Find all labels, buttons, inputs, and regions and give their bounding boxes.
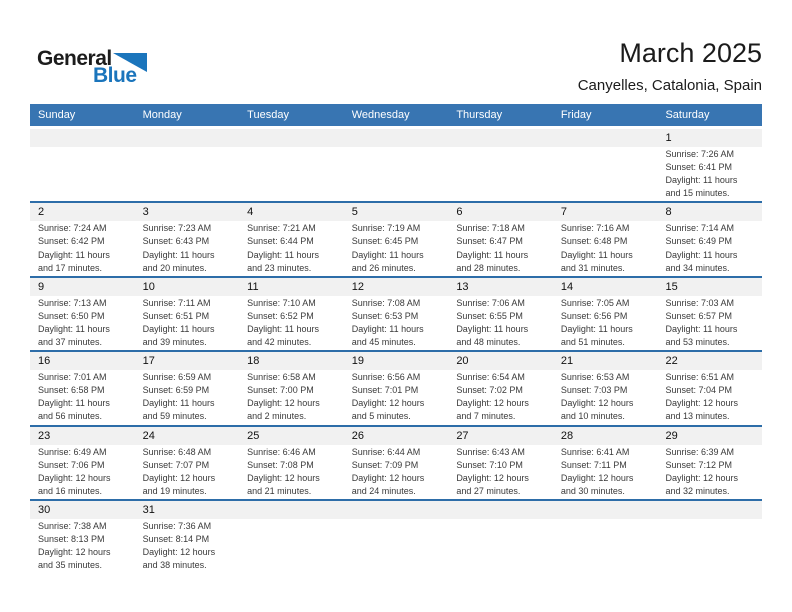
day-info-line: and 2 minutes. <box>247 411 307 422</box>
day-number-28: 28 <box>560 429 574 442</box>
weekday-header-wednesday: Wednesday <box>351 109 410 121</box>
day-info-line: and 30 minutes. <box>560 485 625 496</box>
empty-day-cell <box>239 148 344 200</box>
day-info-line: Daylight: 12 hours <box>665 472 739 483</box>
day-details-row <box>30 519 762 573</box>
day-cell-1 <box>657 148 762 200</box>
day-cell-7 <box>553 222 658 274</box>
day-cell-6 <box>448 222 553 274</box>
page-title: March 2025 <box>619 38 762 68</box>
day-cell-17 <box>135 371 240 423</box>
day-number-22: 22 <box>665 355 678 368</box>
day-info-line: Sunrise: 7:19 AM <box>351 223 421 234</box>
general-blue-logo <box>37 48 167 98</box>
day-number-strip <box>30 129 762 147</box>
logo-text-general: General <box>37 47 112 70</box>
day-details-row <box>30 370 762 424</box>
day-info-line: Daylight: 12 hours <box>351 472 425 483</box>
day-info-line: Sunset: 7:03 PM <box>560 385 628 396</box>
day-cell-24 <box>135 446 240 498</box>
day-info-line: and 38 minutes. <box>142 560 207 571</box>
day-number-12: 12 <box>351 280 364 293</box>
day-info-line: and 13 minutes. <box>665 411 730 422</box>
day-info-line: and 16 minutes. <box>38 485 103 496</box>
day-info-line: and 17 minutes. <box>38 262 103 273</box>
day-info-line: Daylight: 11 hours <box>142 398 215 409</box>
day-info-line: and 10 minutes. <box>560 411 625 422</box>
day-info-line: Daylight: 11 hours <box>560 249 633 260</box>
day-info-line: and 31 minutes. <box>560 262 625 273</box>
day-info-line: Daylight: 12 hours <box>38 472 111 483</box>
empty-day-cell <box>30 148 135 200</box>
week-row-4 <box>30 352 762 426</box>
day-number-strip <box>30 501 762 519</box>
day-info-line: Sunset: 6:58 PM <box>38 385 105 396</box>
day-info-line: and 19 minutes. <box>142 485 207 496</box>
day-info-line: Daylight: 12 hours <box>351 398 425 409</box>
weekday-header-monday: Monday <box>142 109 182 121</box>
day-info-line: Sunset: 7:04 PM <box>665 385 733 396</box>
day-details-row <box>30 445 762 499</box>
day-cell-15 <box>657 297 762 349</box>
day-cell-26 <box>344 446 449 498</box>
day-info-line: Sunrise: 6:48 AM <box>142 446 212 457</box>
day-info-line: and 21 minutes. <box>247 485 312 496</box>
day-info-line: Sunset: 7:00 PM <box>247 385 314 396</box>
day-number-1: 1 <box>665 132 672 144</box>
day-info-line: Sunrise: 6:43 AM <box>456 446 525 457</box>
day-info-line: Sunrise: 7:16 AM <box>560 223 630 234</box>
day-cell-18 <box>239 371 344 423</box>
logo-text-blue: Blue <box>93 64 137 87</box>
day-info-line: and 42 minutes. <box>247 337 312 348</box>
day-info-line: Daylight: 12 hours <box>456 398 529 409</box>
day-cell-30 <box>30 520 135 572</box>
day-info-line: and 59 minutes. <box>142 411 207 422</box>
day-number-8: 8 <box>665 206 672 219</box>
week-row-1 <box>30 129 762 203</box>
day-cell-29 <box>657 446 762 498</box>
day-info-line: Sunrise: 7:03 AM <box>665 297 735 308</box>
day-number-24: 24 <box>142 429 155 442</box>
day-cell-14 <box>553 297 658 349</box>
day-number-27: 27 <box>456 429 469 442</box>
day-info-line: and 24 minutes. <box>351 485 416 496</box>
day-number-4: 4 <box>247 206 254 219</box>
day-info-line: Daylight: 11 hours <box>456 323 529 334</box>
day-info-line: Sunset: 7:12 PM <box>665 459 733 470</box>
day-info-line: Sunset: 6:51 PM <box>142 310 210 321</box>
day-info-line: Daylight: 11 hours <box>665 323 738 334</box>
day-info-line: Sunrise: 7:11 AM <box>142 297 211 308</box>
day-info-line: Sunrise: 6:49 AM <box>38 446 107 457</box>
day-info-line: and 48 minutes. <box>456 337 521 348</box>
day-info-line: Daylight: 11 hours <box>247 249 320 260</box>
day-info-line: Sunrise: 6:56 AM <box>351 372 421 383</box>
day-number-31: 31 <box>142 503 155 516</box>
day-info-line: Sunrise: 7:13 AM <box>38 297 107 308</box>
day-info-line: Sunrise: 7:36 AM <box>142 520 212 531</box>
empty-day-cell <box>553 148 658 200</box>
location-subtitle: Canyelles, Catalonia, Spain <box>577 77 762 94</box>
day-number-3: 3 <box>142 206 149 219</box>
day-details-row <box>30 296 762 350</box>
weekday-header-sunday: Sunday <box>38 109 76 121</box>
day-number-16: 16 <box>38 355 51 368</box>
day-cell-12 <box>344 297 449 349</box>
day-cell-19 <box>344 371 449 423</box>
day-info-line: and 5 minutes. <box>351 411 411 422</box>
day-info-line: Sunrise: 6:59 AM <box>142 372 212 383</box>
day-cell-5 <box>344 222 449 274</box>
day-info-line: and 34 minutes. <box>665 262 730 273</box>
day-info-line: Sunset: 7:06 PM <box>38 459 105 470</box>
day-info-line: Sunrise: 7:18 AM <box>456 223 525 234</box>
day-info-line: Sunset: 6:50 PM <box>38 310 105 321</box>
day-info-line: Daylight: 11 hours <box>351 323 424 334</box>
day-info-line: and 20 minutes. <box>142 262 207 273</box>
day-info-line: Daylight: 12 hours <box>142 472 216 483</box>
day-number-13: 13 <box>456 280 469 293</box>
day-info-line: Sunrise: 6:54 AM <box>456 372 525 383</box>
day-info-line: Sunset: 6:42 PM <box>38 236 105 247</box>
week-row-2 <box>30 203 762 277</box>
day-cell-23 <box>30 446 135 498</box>
day-cell-25 <box>239 446 344 498</box>
weekday-header-friday: Friday <box>560 109 592 121</box>
day-number-strip <box>30 352 762 370</box>
day-info-line: and 27 minutes. <box>456 485 521 496</box>
day-info-line: Daylight: 11 hours <box>247 323 320 334</box>
empty-day-cell <box>553 520 658 572</box>
day-number-20: 20 <box>456 355 469 368</box>
weekday-header-saturday: Saturday <box>665 109 710 121</box>
day-number-19: 19 <box>351 355 364 368</box>
day-info-line: Sunset: 6:59 PM <box>142 385 210 396</box>
day-info-line: Sunrise: 7:23 AM <box>142 223 212 234</box>
day-cell-27 <box>448 446 553 498</box>
day-info-line: and 26 minutes. <box>351 262 416 273</box>
day-number-strip <box>30 427 762 445</box>
empty-day-cell <box>448 148 553 200</box>
day-number-6: 6 <box>456 206 463 219</box>
week-row-5 <box>30 427 762 501</box>
day-info-line: Sunset: 7:01 PM <box>351 385 419 396</box>
day-cell-11 <box>239 297 344 349</box>
empty-day-cell <box>344 520 449 572</box>
day-number-5: 5 <box>351 206 358 219</box>
day-info-line: and 39 minutes. <box>142 337 207 348</box>
day-info-line: Sunset: 7:08 PM <box>247 459 314 470</box>
day-number-strip <box>30 203 762 221</box>
day-cell-20 <box>448 371 553 423</box>
day-info-line: Sunrise: 6:39 AM <box>665 446 735 457</box>
day-info-line: Daylight: 11 hours <box>665 249 738 260</box>
day-number-18: 18 <box>247 355 260 368</box>
day-cell-28 <box>553 446 658 498</box>
day-cell-10 <box>135 297 240 349</box>
day-info-line: Daylight: 12 hours <box>456 472 529 483</box>
day-info-line: Sunset: 6:41 PM <box>665 162 733 173</box>
day-info-line: Daylight: 12 hours <box>560 398 634 409</box>
week-row-6 <box>30 501 762 573</box>
day-info-line: Daylight: 12 hours <box>247 472 320 483</box>
day-cell-22 <box>657 371 762 423</box>
day-info-line: Sunset: 6:44 PM <box>247 236 314 247</box>
day-info-line: Sunset: 6:53 PM <box>351 310 419 321</box>
day-info-line: Sunset: 6:55 PM <box>456 310 523 321</box>
day-info-line: Sunrise: 7:14 AM <box>665 223 735 234</box>
empty-day-cell <box>135 148 240 200</box>
day-number-25: 25 <box>247 429 260 442</box>
day-info-line: Sunrise: 7:38 AM <box>38 520 107 531</box>
day-number-15: 15 <box>665 280 678 293</box>
calendar-table <box>30 104 762 573</box>
day-number-26: 26 <box>351 429 364 442</box>
day-info-line: and 51 minutes. <box>560 337 625 348</box>
day-info-line: Sunset: 7:07 PM <box>142 459 210 470</box>
title-block <box>578 38 762 94</box>
day-info-line: Sunset: 8:13 PM <box>38 533 105 544</box>
day-info-line: Sunrise: 6:58 AM <box>247 372 316 383</box>
day-info-line: Sunset: 6:45 PM <box>351 236 419 247</box>
day-info-line: Sunset: 6:47 PM <box>456 236 523 247</box>
day-info-line: Sunset: 6:57 PM <box>665 310 733 321</box>
day-info-line: Daylight: 12 hours <box>665 398 739 409</box>
day-info-line: Daylight: 12 hours <box>560 472 634 483</box>
day-info-line: and 15 minutes. <box>665 188 730 199</box>
day-info-line: Daylight: 11 hours <box>38 323 110 334</box>
day-info-line: Daylight: 11 hours <box>142 249 215 260</box>
day-info-line: Daylight: 11 hours <box>142 323 215 334</box>
day-cell-4 <box>239 222 344 274</box>
day-info-line: Daylight: 11 hours <box>38 249 110 260</box>
day-info-line: Daylight: 12 hours <box>247 398 320 409</box>
day-info-line: Sunset: 6:56 PM <box>560 310 628 321</box>
day-info-line: Sunrise: 7:06 AM <box>456 297 525 308</box>
weekday-header-tuesday: Tuesday <box>247 109 289 121</box>
day-info-line: and 23 minutes. <box>247 262 312 273</box>
day-cell-13 <box>448 297 553 349</box>
day-info-line: Sunrise: 6:46 AM <box>247 446 316 457</box>
day-number-11: 11 <box>247 280 259 293</box>
weeks-container <box>30 129 762 573</box>
day-info-line: Daylight: 11 hours <box>456 249 529 260</box>
day-info-line: Sunrise: 7:08 AM <box>351 297 421 308</box>
day-details-row <box>30 147 762 201</box>
day-info-line: Sunset: 7:02 PM <box>456 385 523 396</box>
day-info-line: and 28 minutes. <box>456 262 521 273</box>
day-cell-2 <box>30 222 135 274</box>
day-info-line: Sunset: 6:48 PM <box>560 236 628 247</box>
day-info-line: Sunrise: 6:51 AM <box>665 372 735 383</box>
weekday-header-thursday: Thursday <box>456 109 503 121</box>
day-cell-21 <box>553 371 658 423</box>
day-number-21: 21 <box>560 355 574 368</box>
day-info-line: Sunrise: 7:05 AM <box>560 297 630 308</box>
day-info-line: Daylight: 11 hours <box>351 249 424 260</box>
empty-day-cell <box>657 520 762 572</box>
day-number-14: 14 <box>560 280 574 293</box>
day-info-line: and 35 minutes. <box>38 560 103 571</box>
day-info-line: Sunrise: 7:01 AM <box>38 372 107 383</box>
day-info-line: Sunset: 8:14 PM <box>142 533 210 544</box>
day-info-line: Sunset: 7:11 PM <box>560 459 627 470</box>
day-info-line: Sunrise: 7:21 AM <box>247 223 316 234</box>
empty-day-cell <box>239 520 344 572</box>
day-info-line: and 53 minutes. <box>665 337 730 348</box>
day-details-row <box>30 221 762 275</box>
day-info-line: and 32 minutes. <box>665 485 730 496</box>
day-cell-8 <box>657 222 762 274</box>
day-number-strip <box>30 278 762 296</box>
day-info-line: Sunset: 6:43 PM <box>142 236 210 247</box>
day-info-line: Daylight: 11 hours <box>38 398 110 409</box>
day-info-line: Sunrise: 7:24 AM <box>38 223 107 234</box>
day-info-line: Sunrise: 6:41 AM <box>560 446 630 457</box>
day-number-7: 7 <box>560 206 568 219</box>
day-info-line: and 56 minutes. <box>38 411 103 422</box>
day-info-line: and 7 minutes. <box>456 411 516 422</box>
day-info-line: Sunset: 6:52 PM <box>247 310 314 321</box>
day-number-29: 29 <box>665 429 678 442</box>
day-info-line: Sunrise: 7:10 AM <box>247 297 316 308</box>
day-info-line: Sunrise: 7:26 AM <box>665 149 735 159</box>
day-number-30: 30 <box>38 503 51 516</box>
day-info-line: Daylight: 12 hours <box>38 547 111 558</box>
empty-day-cell <box>344 148 449 200</box>
day-info-line: Sunset: 7:10 PM <box>456 459 523 470</box>
day-number-10: 10 <box>142 280 155 293</box>
day-number-9: 9 <box>38 280 45 293</box>
day-cell-3 <box>135 222 240 274</box>
day-info-line: Daylight: 11 hours <box>665 175 738 186</box>
day-cell-31 <box>135 520 240 572</box>
day-cell-16 <box>30 371 135 423</box>
empty-day-cell <box>448 520 553 572</box>
day-info-line: Sunrise: 6:44 AM <box>351 446 421 457</box>
week-row-3 <box>30 278 762 352</box>
day-number-2: 2 <box>38 206 45 219</box>
day-number-17: 17 <box>142 355 155 368</box>
day-number-23: 23 <box>38 429 51 442</box>
day-info-line: and 37 minutes. <box>38 337 103 348</box>
day-info-line: Daylight: 11 hours <box>560 323 633 334</box>
day-info-line: Sunset: 6:49 PM <box>665 236 733 247</box>
day-info-line: Daylight: 12 hours <box>142 547 216 558</box>
day-info-line: Sunrise: 6:53 AM <box>560 372 630 383</box>
day-info-line: and 45 minutes. <box>351 337 416 348</box>
weekday-header-row <box>30 104 762 126</box>
day-info-line: Sunset: 7:09 PM <box>351 459 419 470</box>
day-cell-9 <box>30 297 135 349</box>
